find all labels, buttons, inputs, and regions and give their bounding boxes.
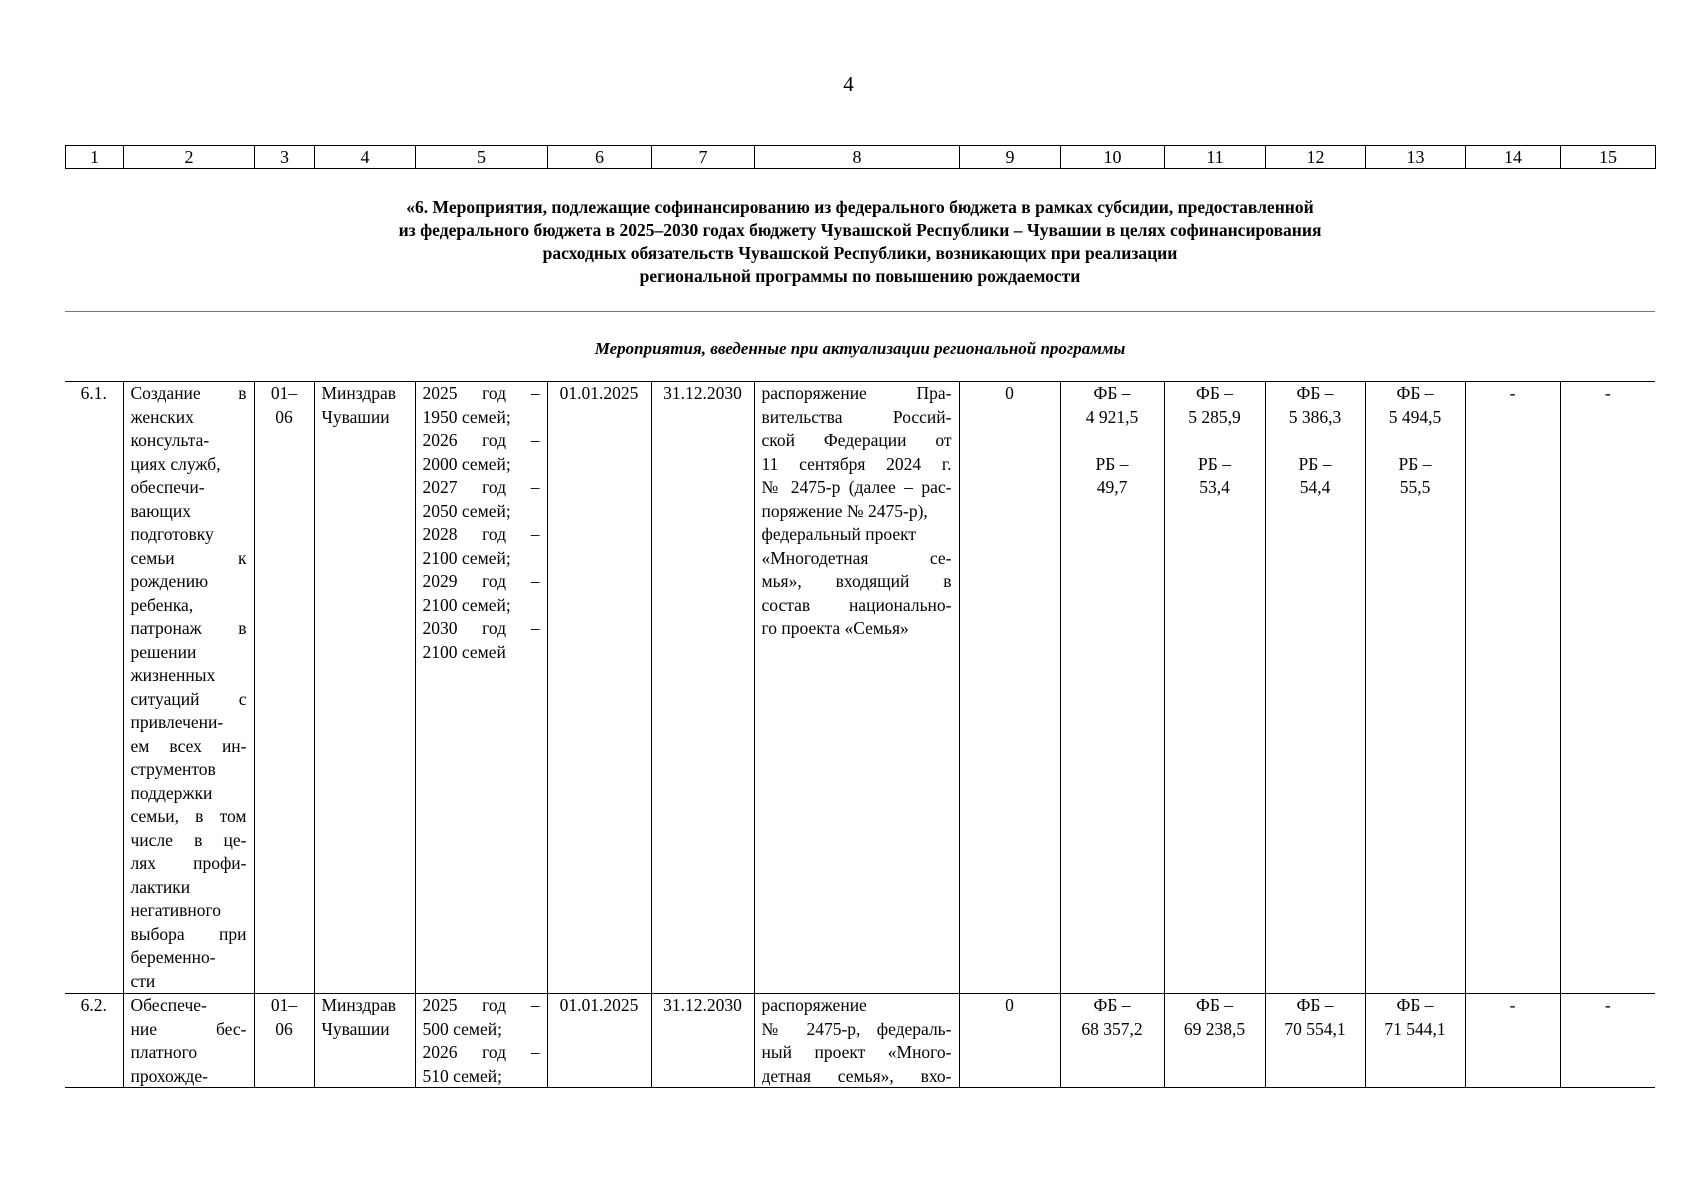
funding-2025: ФБ – 4 921,5 РБ – 49,7 bbox=[1060, 382, 1164, 994]
basis-line: № 2475-р (далее – рас- bbox=[761, 477, 952, 497]
separator-line bbox=[65, 311, 1655, 312]
indicator-line: 2100 семей; bbox=[422, 547, 511, 568]
description-line: женских bbox=[130, 406, 194, 427]
section-title-line: из федерального бюджета в 2025–2030 годах бюджету Чувашской Республики – Чувашии в целях софинансирования bbox=[398, 220, 1322, 240]
column-number: 8 bbox=[755, 146, 960, 169]
legal-basis bbox=[754, 994, 959, 1088]
section-title-line: расходных обязательств Чувашской Республики, возникающих при реализации bbox=[542, 243, 1178, 263]
description-line: консульта- bbox=[130, 430, 210, 450]
basis-line: федеральный проект bbox=[761, 524, 917, 544]
target-indicator bbox=[415, 382, 547, 994]
row-number: 6.1. bbox=[65, 382, 123, 994]
description-line: ситуаций с bbox=[130, 688, 247, 709]
page-number: 4 bbox=[843, 72, 854, 96]
description-line: вающих bbox=[130, 500, 191, 521]
indicator-line: 500 семей; bbox=[422, 1018, 502, 1039]
description-line: семьи к bbox=[130, 547, 247, 568]
indicator-line: 2028 год – bbox=[422, 524, 540, 544]
column-number: 13 bbox=[1366, 146, 1466, 169]
value-col-9: 0 bbox=[959, 382, 1060, 994]
funding-2027: ФБ – 70 554,1 bbox=[1265, 994, 1365, 1088]
value-col-15: - bbox=[1560, 994, 1655, 1088]
column-number: 15 bbox=[1561, 146, 1656, 169]
value-col-14: - bbox=[1465, 382, 1560, 994]
start-date: 01.01.2025 bbox=[547, 382, 651, 994]
description-line: семьи, в том bbox=[130, 806, 247, 826]
column-number: 11 bbox=[1165, 146, 1266, 169]
legal-basis bbox=[754, 382, 959, 994]
basis-line: вительства Россий- bbox=[761, 406, 952, 427]
indicator-line: 2050 семей; bbox=[422, 500, 511, 521]
description-line: лактики bbox=[130, 876, 191, 897]
basis-line: распоряжение bbox=[761, 995, 867, 1015]
description-line: рождению bbox=[130, 571, 209, 591]
indicator-line: 2026 год – bbox=[422, 1042, 540, 1062]
measure-description bbox=[123, 994, 254, 1088]
value-col-15: - bbox=[1560, 382, 1655, 994]
column-number: 7 bbox=[652, 146, 755, 169]
indicator-line: 2026 год – bbox=[422, 430, 540, 450]
table-row bbox=[65, 382, 1655, 994]
end-date: 31.12.2030 bbox=[651, 382, 754, 994]
basis-line: мья», входящий в bbox=[761, 571, 952, 591]
description-line: Обеспече- bbox=[130, 995, 207, 1015]
indicator-line: 2025 год – bbox=[422, 383, 540, 403]
basis-line: «Многодетная се- bbox=[761, 547, 952, 568]
description-line: Создание в bbox=[130, 383, 247, 403]
indicator-line: 2030 год – bbox=[422, 618, 540, 638]
measure-code: 01– 06 bbox=[254, 994, 314, 1088]
indicator-line: 2027 год – bbox=[422, 477, 540, 497]
description-line: жизненных bbox=[130, 665, 216, 685]
description-line: прохожде- bbox=[130, 1065, 208, 1086]
description-line: ем всех ин- bbox=[130, 735, 247, 756]
description-line: лях профи- bbox=[130, 853, 247, 873]
target-indicator bbox=[415, 994, 547, 1088]
column-number: 5 bbox=[416, 146, 548, 169]
table-row bbox=[65, 994, 1655, 1088]
description-line: беременно- bbox=[130, 947, 216, 967]
funding-2026: ФБ – 69 238,5 bbox=[1164, 994, 1265, 1088]
section-title bbox=[65, 196, 1655, 288]
description-line: числе в це- bbox=[130, 829, 247, 850]
description-line: решении bbox=[130, 641, 197, 662]
description-line: сти bbox=[130, 970, 156, 991]
column-number: 9 bbox=[960, 146, 1061, 169]
column-number-header bbox=[65, 145, 1656, 169]
description-line: выбора при bbox=[130, 923, 247, 944]
row-number: 6.2. bbox=[65, 994, 123, 1088]
end-date: 31.12.2030 bbox=[651, 994, 754, 1088]
funding-2027: ФБ – 5 386,3 РБ – 54,4 bbox=[1265, 382, 1365, 994]
column-number: 2 bbox=[124, 146, 255, 169]
basis-line: № 2475-р, федераль- bbox=[761, 1018, 952, 1039]
description-line: поддержки bbox=[130, 782, 213, 803]
basis-line: состав национально- bbox=[761, 594, 952, 615]
indicator-line: 2029 год – bbox=[422, 571, 540, 591]
basis-line: поряжение № 2475-р), bbox=[761, 500, 928, 521]
column-number: 10 bbox=[1061, 146, 1165, 169]
column-number: 4 bbox=[315, 146, 416, 169]
description-line: платного bbox=[130, 1042, 198, 1062]
value-col-9: 0 bbox=[959, 994, 1060, 1088]
basis-line: распоряжение Пра- bbox=[761, 383, 952, 403]
funding-2028: ФБ – 71 544,1 bbox=[1365, 994, 1465, 1088]
basis-line: детная семья», вхо- bbox=[761, 1065, 952, 1086]
basis-line: ный проект «Много- bbox=[761, 1042, 952, 1062]
subsection-subtitle: Мероприятия, введенные при актуализации региональной программы bbox=[594, 339, 1126, 358]
indicator-line: 2100 семей; bbox=[422, 594, 511, 615]
indicator-line: 2100 семей bbox=[422, 641, 506, 662]
column-number: 3 bbox=[255, 146, 315, 169]
basis-line: го проекта «Семья» bbox=[761, 618, 909, 638]
description-line: привлечени- bbox=[130, 712, 224, 732]
column-number: 12 bbox=[1266, 146, 1366, 169]
description-line: подготовку bbox=[130, 524, 214, 544]
column-number: 6 bbox=[548, 146, 652, 169]
description-line: обеспечи- bbox=[130, 477, 205, 497]
basis-line: ской Федерации от bbox=[761, 430, 952, 450]
measure-code: 01– 06 bbox=[254, 382, 314, 994]
indicator-line: 1950 семей; bbox=[422, 406, 511, 427]
description-line: ребенка, bbox=[130, 594, 194, 615]
description-line: струментов bbox=[130, 759, 216, 779]
value-col-14: - bbox=[1465, 994, 1560, 1088]
description-line: ние бес- bbox=[130, 1018, 247, 1039]
indicator-line: 2000 семей; bbox=[422, 453, 511, 474]
measures-table bbox=[65, 381, 1655, 1088]
section-title-line: «6. Мероприятия, подлежащие софинансированию из федерального бюджета в рамках субсидии, предоставленной bbox=[406, 197, 1314, 217]
section-title-line: региональной программы по повышению рождаемости bbox=[639, 266, 1081, 286]
responsible-executor: Минздрав Чувашии bbox=[314, 382, 415, 994]
funding-2028: ФБ – 5 494,5 РБ – 55,5 bbox=[1365, 382, 1465, 994]
description-line: негативного bbox=[130, 900, 222, 920]
indicator-line: 2025 год – bbox=[422, 995, 540, 1015]
indicator-line: 510 семей; bbox=[422, 1065, 502, 1086]
column-number: 1 bbox=[66, 146, 124, 169]
description-line: циях служб, bbox=[130, 453, 221, 474]
basis-line: 11 сентября 2024 г. bbox=[761, 453, 952, 474]
funding-2026: ФБ – 5 285,9 РБ – 53,4 bbox=[1164, 382, 1265, 994]
column-number: 14 bbox=[1466, 146, 1561, 169]
description-line: патронаж в bbox=[130, 618, 247, 638]
responsible-executor: Минздрав Чувашии bbox=[314, 994, 415, 1088]
funding-2025: ФБ – 68 357,2 bbox=[1060, 994, 1164, 1088]
measure-description bbox=[123, 382, 254, 994]
start-date: 01.01.2025 bbox=[547, 994, 651, 1088]
